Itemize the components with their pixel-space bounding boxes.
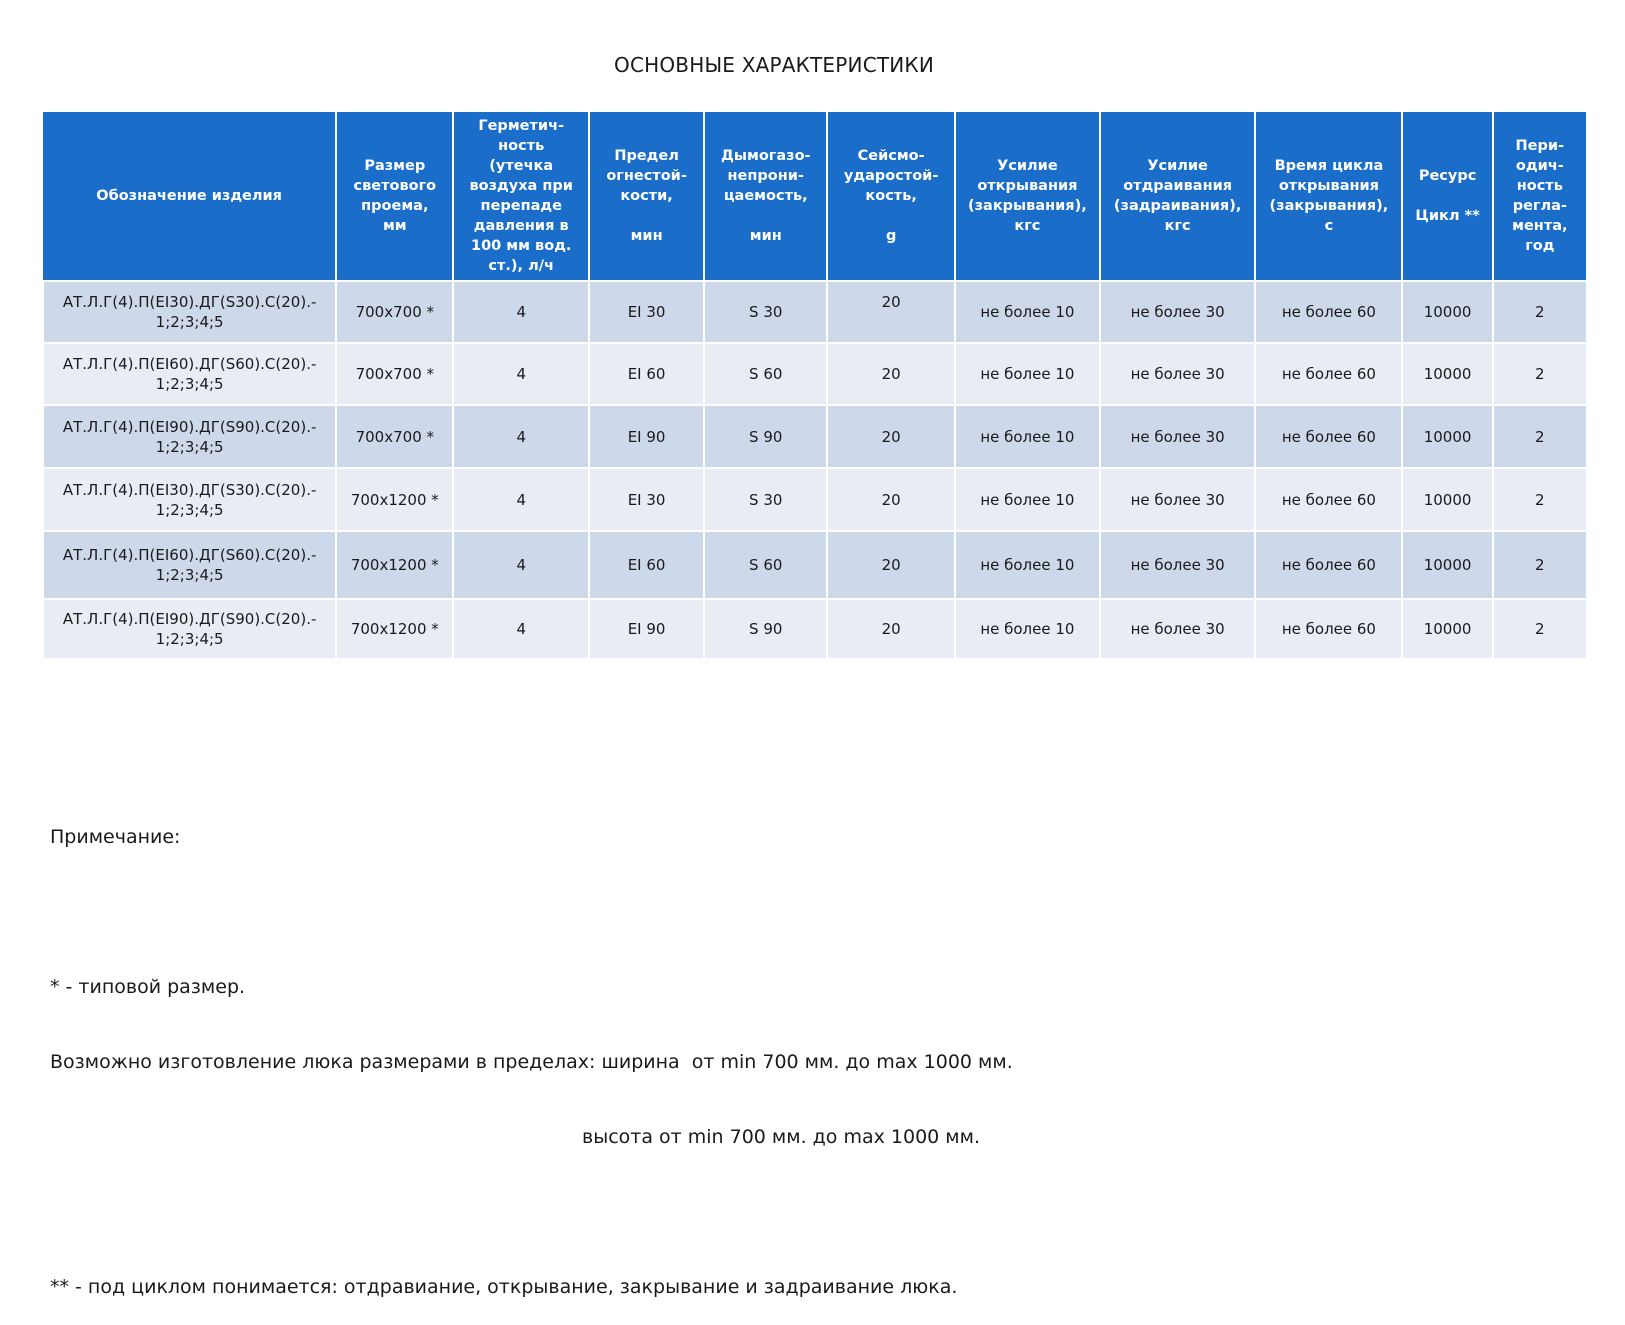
note-typical-size: * - типовой размер.: [50, 976, 246, 998]
table-cell: S 30: [704, 281, 827, 343]
table-cell: S 90: [704, 405, 827, 468]
table-cell: 4: [453, 405, 589, 468]
column-header: Дымогазо- непрони- цаемость, мин: [704, 111, 827, 281]
table-cell: 4: [453, 281, 589, 343]
table-cell: 4: [453, 343, 589, 405]
table-cell: S 90: [704, 599, 827, 659]
table-cell: EI 30: [589, 468, 704, 531]
note-cycle-definition: ** - под циклом понимается: отдравиание, открывание, закрывание и задраивание люка.: [50, 1276, 958, 1298]
specifications-table: [42, 110, 1588, 660]
table-cell: не более 60: [1255, 281, 1402, 343]
table-cell: не более 30: [1100, 531, 1255, 599]
table-cell: не более 60: [1255, 531, 1402, 599]
notes-heading: Примечание:: [50, 826, 181, 848]
column-header: Время цикла открывания (закрывания), с: [1255, 111, 1402, 281]
notes-section: [50, 775, 1013, 1325]
table-cell: 700х1200 *: [336, 468, 453, 531]
table-cell: 10000: [1402, 599, 1492, 659]
product-designation-cell: АТ.Л.Г(4).П(EI60).ДГ(S60).С(20).- 1;2;3;4;5: [43, 343, 336, 405]
table-cell: не более 30: [1100, 343, 1255, 405]
note-size-range-width: Возможно изготовление люка размерами в пределах: ширина от min 700 мм. до max 1000 мм.: [50, 1051, 1013, 1073]
product-designation-cell: АТ.Л.Г(4).П(EI30).ДГ(S30).С(20).- 1;2;3;4;5: [43, 281, 336, 343]
table-row: [43, 531, 1587, 599]
table-cell: EI 90: [589, 405, 704, 468]
table-cell: 700х700 *: [336, 281, 453, 343]
table-cell: не более 10: [955, 281, 1100, 343]
table-cell: 4: [453, 531, 589, 599]
table-cell: 2: [1493, 405, 1587, 468]
product-designation-cell: АТ.Л.Г(4).П(EI90).ДГ(S90).С(20).- 1;2;3;4;5: [43, 405, 336, 468]
table-cell: 20: [827, 531, 954, 599]
table-cell: S 30: [704, 468, 827, 531]
table-cell: 10000: [1402, 531, 1492, 599]
table-cell: 10000: [1402, 281, 1492, 343]
column-header: Предел огнестой- кости, мин: [589, 111, 704, 281]
table-cell: S 60: [704, 531, 827, 599]
table-cell: 2: [1493, 599, 1587, 659]
table-cell: не более 30: [1100, 281, 1255, 343]
product-designation-cell: АТ.Л.Г(4).П(EI30).ДГ(S30).С(20).- 1;2;3;4;5: [43, 468, 336, 531]
table-cell: 20: [827, 281, 954, 343]
table-cell: не более 30: [1100, 405, 1255, 468]
table-cell: не более 60: [1255, 468, 1402, 531]
table-cell: 700х700 *: [336, 405, 453, 468]
table-body: [43, 281, 1587, 659]
table-cell: 10000: [1402, 468, 1492, 531]
table-cell: не более 30: [1100, 468, 1255, 531]
table-row: [43, 405, 1587, 468]
table-cell: не более 10: [955, 531, 1100, 599]
table-cell: 20: [827, 343, 954, 405]
table-cell: не более 60: [1255, 599, 1402, 659]
column-header: Усилие открывания (закрывания), кгс: [955, 111, 1100, 281]
table-cell: EI 90: [589, 599, 704, 659]
table-cell: не более 10: [955, 405, 1100, 468]
table-cell: не более 60: [1255, 405, 1402, 468]
table-cell: EI 60: [589, 531, 704, 599]
note-size-range-height: высота от min 700 мм. до max 1000 мм.: [582, 1126, 981, 1148]
column-header: Сейсмо- ударостой- кость, g: [827, 111, 954, 281]
table-cell: EI 30: [589, 281, 704, 343]
table-cell: 20: [827, 468, 954, 531]
column-header: Обозначение изделия: [43, 111, 336, 281]
column-header: Ресурс Цикл **: [1402, 111, 1492, 281]
column-header: Размер светового проема, мм: [336, 111, 453, 281]
table-row: [43, 599, 1587, 659]
table-cell: не более 10: [955, 468, 1100, 531]
table-cell: 700х1200 *: [336, 599, 453, 659]
column-header: Герметич- ность (утечка воздуха при перепаде давления в 100 мм вод. ст.), л/ч: [453, 111, 589, 281]
table-cell: 10000: [1402, 343, 1492, 405]
table-row: [43, 343, 1587, 405]
product-designation-cell: АТ.Л.Г(4).П(EI60).ДГ(S60).С(20).- 1;2;3;4;5: [43, 531, 336, 599]
column-header: Усилие отдраивания (задраивания), кгс: [1100, 111, 1255, 281]
table-cell: 2: [1493, 343, 1587, 405]
table-cell: не более 30: [1100, 599, 1255, 659]
column-header: Пери- одич- ность регла- мента, год: [1493, 111, 1587, 281]
table-cell: 4: [453, 599, 589, 659]
product-designation-cell: АТ.Л.Г(4).П(EI90).ДГ(S90).С(20).- 1;2;3;4;5: [43, 599, 336, 659]
page-title: ОСНОВНЫЕ ХАРАКТЕРИСТИКИ: [614, 53, 934, 77]
table-cell: 20: [827, 405, 954, 468]
table-row: [43, 468, 1587, 531]
table-header-row: [43, 111, 1587, 281]
table-cell: 700х1200 *: [336, 531, 453, 599]
table-cell: 700х700 *: [336, 343, 453, 405]
table-cell: не более 10: [955, 343, 1100, 405]
table-cell: 4: [453, 468, 589, 531]
table-cell: EI 60: [589, 343, 704, 405]
table-cell: не более 10: [955, 599, 1100, 659]
table-cell: S 60: [704, 343, 827, 405]
table-cell: не более 60: [1255, 343, 1402, 405]
table-cell: 2: [1493, 468, 1587, 531]
table-cell: 2: [1493, 531, 1587, 599]
table-cell: 10000: [1402, 405, 1492, 468]
table-row: [43, 281, 1587, 343]
table-cell: 2: [1493, 281, 1587, 343]
table-cell: 20: [827, 599, 954, 659]
